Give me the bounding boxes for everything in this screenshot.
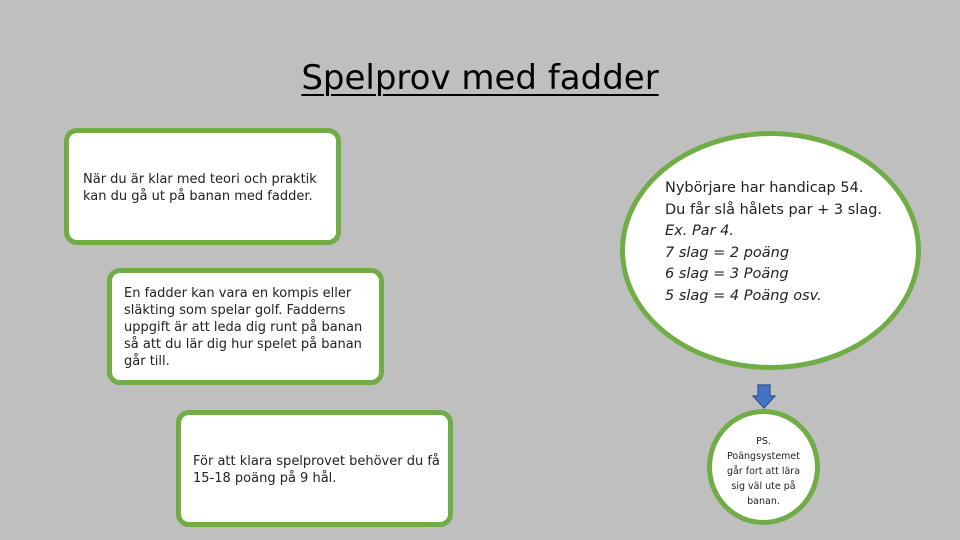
- info-line: kan du gå ut på banan med fadder.: [83, 189, 313, 204]
- example-line: 6 slag = 3 Poäng: [665, 266, 789, 283]
- example-line: 7 slag = 2 poäng: [665, 244, 790, 261]
- info-line: går till.: [124, 354, 170, 369]
- example-line: Ex. Par 4.: [665, 223, 734, 240]
- info-line: 15-18 poäng på 9 hål.: [193, 471, 337, 486]
- handicap-text: [665, 178, 905, 308]
- note-line: Poängsystemet: [727, 451, 800, 462]
- info-box-ready: [64, 128, 341, 245]
- note-line: går fort att lära: [726, 466, 801, 477]
- handicap-line: Du får slå hålets par + 3 slag.: [665, 201, 883, 218]
- info-box-requirement: [176, 410, 453, 527]
- info-line: När du är klar med teori och praktik: [83, 172, 317, 187]
- page-title: Spelprov med fadder: [301, 58, 659, 98]
- handicap-line: Nybörjare har handicap 54.: [665, 180, 864, 196]
- info-line: så att du lär dig hur spelet på banan: [124, 337, 362, 352]
- info-line: släkting som spelar golf. Fadderns: [124, 303, 346, 318]
- example-line: 5 slag = 4 Poäng osv.: [665, 287, 822, 304]
- arrow-down-icon: [752, 384, 776, 410]
- info-line: uppgift är att leda dig runt på banan: [124, 320, 363, 335]
- info-box-sponsor: [107, 268, 384, 385]
- note-line: banan.: [747, 496, 780, 507]
- note-text: [712, 434, 815, 509]
- note-line: PS.: [756, 436, 771, 447]
- info-line: En fadder kan vara en kompis eller: [124, 286, 352, 301]
- note-line: sig väl ute på: [731, 481, 796, 492]
- info-line: För att klara spelprovet behöver du få: [193, 454, 440, 469]
